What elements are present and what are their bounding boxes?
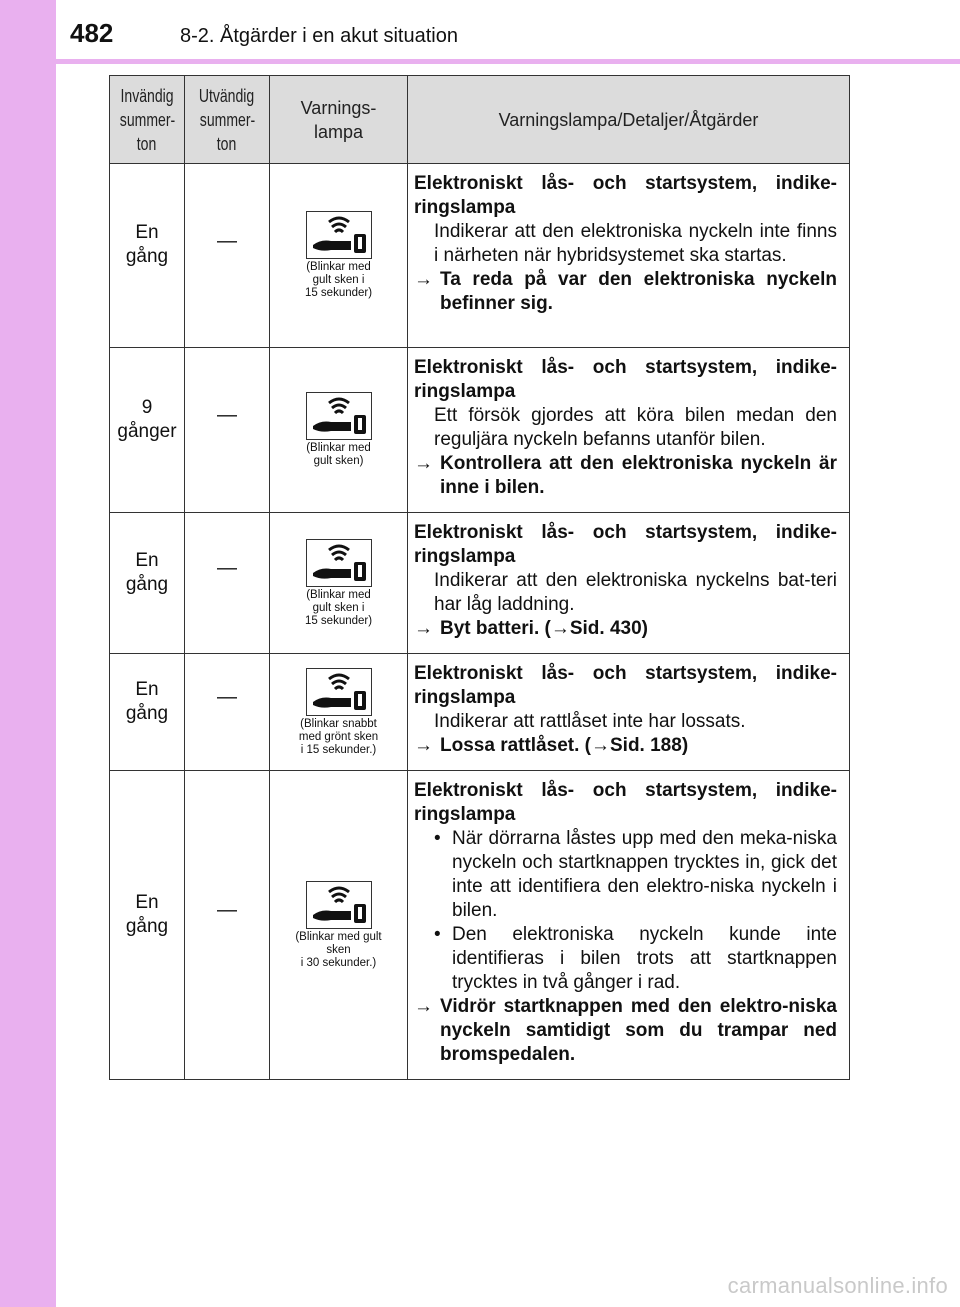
warning-table — [109, 75, 850, 1080]
arrow-icon: → — [414, 618, 433, 639]
page-reference: Sid. 188) — [610, 735, 689, 756]
arrow-icon: → — [414, 453, 433, 474]
col-header-warning-lamp: Varnings- lampa — [270, 76, 408, 164]
smart-key-warning-icon — [307, 393, 371, 439]
exterior-buzzer-cell: — — [185, 348, 270, 513]
lamp-caption: (Blinkar med — [306, 442, 371, 454]
lamp-caption: i 30 sekunder.) — [300, 956, 377, 969]
action-text-wrap — [440, 268, 837, 316]
buzzer-count-cell — [110, 771, 185, 1080]
detail-action — [414, 617, 837, 641]
detail-action — [414, 734, 837, 758]
warning-lamp-cell — [270, 654, 408, 771]
bullet-text: När dörrarna låstes upp med den meka-niska nyckeln och startknappen trycktes in, gick det inte att identifiera den elektro-niska nyckeln i bilen. — [452, 828, 837, 921]
col-header-interior-buzzer: Invändig summer- ton — [110, 76, 185, 164]
exterior-buzzer-cell: — — [185, 771, 270, 1080]
detail-title: Elektroniskt lås- och startsystem, indike-ringslampa — [414, 173, 837, 218]
watermark: carmanualsonline.info — [727, 1273, 948, 1298]
buzzer-count: En — [135, 678, 159, 700]
lamp-caption: gult sken i — [312, 274, 365, 286]
smart-key-warning-icon — [307, 882, 371, 928]
warning-lamp-cell — [270, 348, 408, 513]
details-cell — [408, 654, 850, 771]
detail-title: Elektroniskt lås- och startsystem, indike-ringslampa — [414, 522, 837, 567]
buzzer-count-unit: gånger — [117, 420, 177, 442]
detail-action — [414, 995, 837, 1067]
action-text: Byt batteri. ( — [440, 618, 551, 639]
table-row — [110, 654, 850, 771]
action-text-wrap — [440, 995, 837, 1067]
detail-title: Elektroniskt lås- och startsystem, indike-ringslampa — [414, 357, 837, 402]
table-row — [110, 771, 850, 1080]
action-text-wrap — [440, 617, 837, 641]
warning-lamp-frame — [306, 881, 372, 929]
detail-action — [414, 268, 837, 316]
arrow-icon: → — [414, 269, 433, 290]
action-text: Ta reda på var den elektroniska nyckeln befinner sig. — [440, 269, 837, 314]
arrow-icon: → — [591, 735, 610, 756]
exterior-buzzer-cell: — — [185, 513, 270, 654]
chapter-title: 8-2. Åtgärder i en akut situation — [180, 25, 458, 47]
buzzer-count-cell — [110, 654, 185, 771]
buzzer-count: En — [135, 222, 159, 243]
warning-lamp-frame — [306, 392, 372, 440]
buzzer-count: En — [135, 549, 159, 571]
detail-title: Elektroniskt lås- och startsystem, indike-ringslampa — [414, 663, 837, 708]
details-cell — [408, 513, 850, 654]
arrow-icon: → — [414, 735, 433, 756]
warning-lamp-cell — [270, 513, 408, 654]
detail-description: Indikerar att den elektroniska nyckeln inte finns i närheten när hybridsystemet ska startas. — [434, 221, 837, 266]
col-header-details: Varningslampa/Detaljer/Åtgärder — [408, 76, 850, 164]
detail-bullet — [414, 923, 837, 995]
header-divider — [56, 59, 960, 64]
warning-lamp-frame — [306, 539, 372, 587]
table-row — [110, 513, 850, 654]
lamp-caption: med grönt sken — [298, 730, 379, 743]
lamp-caption: 15 sekunder) — [304, 287, 373, 299]
warning-lamp-frame — [306, 211, 372, 259]
action-text: Lossa rattlåset. ( — [440, 735, 591, 756]
table-header-row — [110, 76, 850, 164]
col-header-exterior-buzzer: Utvändig summer- ton — [185, 76, 270, 164]
lamp-caption: i 15 sekunder.) — [300, 743, 377, 756]
buzzer-count-unit: gång — [125, 246, 169, 267]
table-row — [110, 164, 850, 348]
details-cell — [408, 164, 850, 348]
buzzer-count-unit: gång — [125, 702, 169, 724]
bullet-text: Den elektroniska nyckeln kunde inte identifieras i bilen trots att startknappen trycktes in två gånger i rad. — [452, 924, 837, 993]
page-number: 482 — [70, 18, 114, 48]
action-text: Kontrollera att den elektroniska nyckeln är inne i bilen. — [440, 453, 837, 498]
lamp-caption: 15 sekunder) — [304, 614, 373, 627]
smart-key-warning-icon — [307, 540, 371, 586]
buzzer-count-cell — [110, 164, 185, 348]
lamp-caption: sken — [326, 943, 351, 956]
detail-description: Ett försök gjordes att köra bilen medan den reguljära nyckeln befanns utanför bilen. — [434, 405, 837, 450]
buzzer-count-cell — [110, 513, 185, 654]
lamp-caption: gult sken i — [312, 601, 365, 614]
side-tab-bar — [0, 0, 56, 1307]
action-text-wrap — [440, 452, 837, 500]
buzzer-count-unit: gång — [125, 915, 169, 937]
detail-title: Elektroniskt lås- och startsystem, indike-ringslampa — [414, 780, 837, 825]
warning-lamp-cell — [270, 771, 408, 1080]
action-text: Vidrör startknappen med den elektro-niska nyckeln samtidigt som du trampar ned bromspedalen. — [440, 996, 837, 1065]
bullet-dot: • — [434, 828, 441, 849]
exterior-buzzer-cell: — — [185, 164, 270, 348]
buzzer-count-unit: gång — [125, 573, 169, 595]
warning-lamp-frame — [306, 668, 372, 716]
arrow-icon: → — [550, 618, 570, 639]
lamp-caption: (Blinkar med — [306, 588, 371, 601]
detail-description: Indikerar att rattlåset inte har lossats. — [434, 711, 746, 732]
exterior-buzzer-cell: — — [185, 654, 270, 771]
lamp-caption: (Blinkar med — [306, 261, 371, 273]
lamp-caption: gult sken) — [313, 455, 364, 467]
page-reference: Sid. 430) — [569, 618, 649, 639]
details-cell — [408, 348, 850, 513]
buzzer-count-cell — [110, 348, 185, 513]
detail-description: Indikerar att den elektroniska nyckelns bat-teri har låg laddning. — [434, 570, 837, 615]
table-row — [110, 348, 850, 513]
buzzer-count: En — [135, 891, 159, 913]
smart-key-warning-icon — [307, 669, 371, 715]
smart-key-warning-icon — [307, 212, 371, 258]
lamp-caption: (Blinkar med gult — [295, 930, 382, 943]
details-cell — [408, 771, 850, 1080]
lamp-caption: (Blinkar snabbt — [300, 717, 377, 730]
warning-lamp-cell — [270, 164, 408, 348]
arrow-icon: → — [414, 996, 433, 1017]
buzzer-count: 9 — [141, 396, 153, 418]
action-text-wrap — [440, 734, 837, 758]
detail-action — [414, 452, 837, 500]
bullet-dot: • — [434, 924, 441, 945]
detail-bullet — [414, 827, 837, 923]
